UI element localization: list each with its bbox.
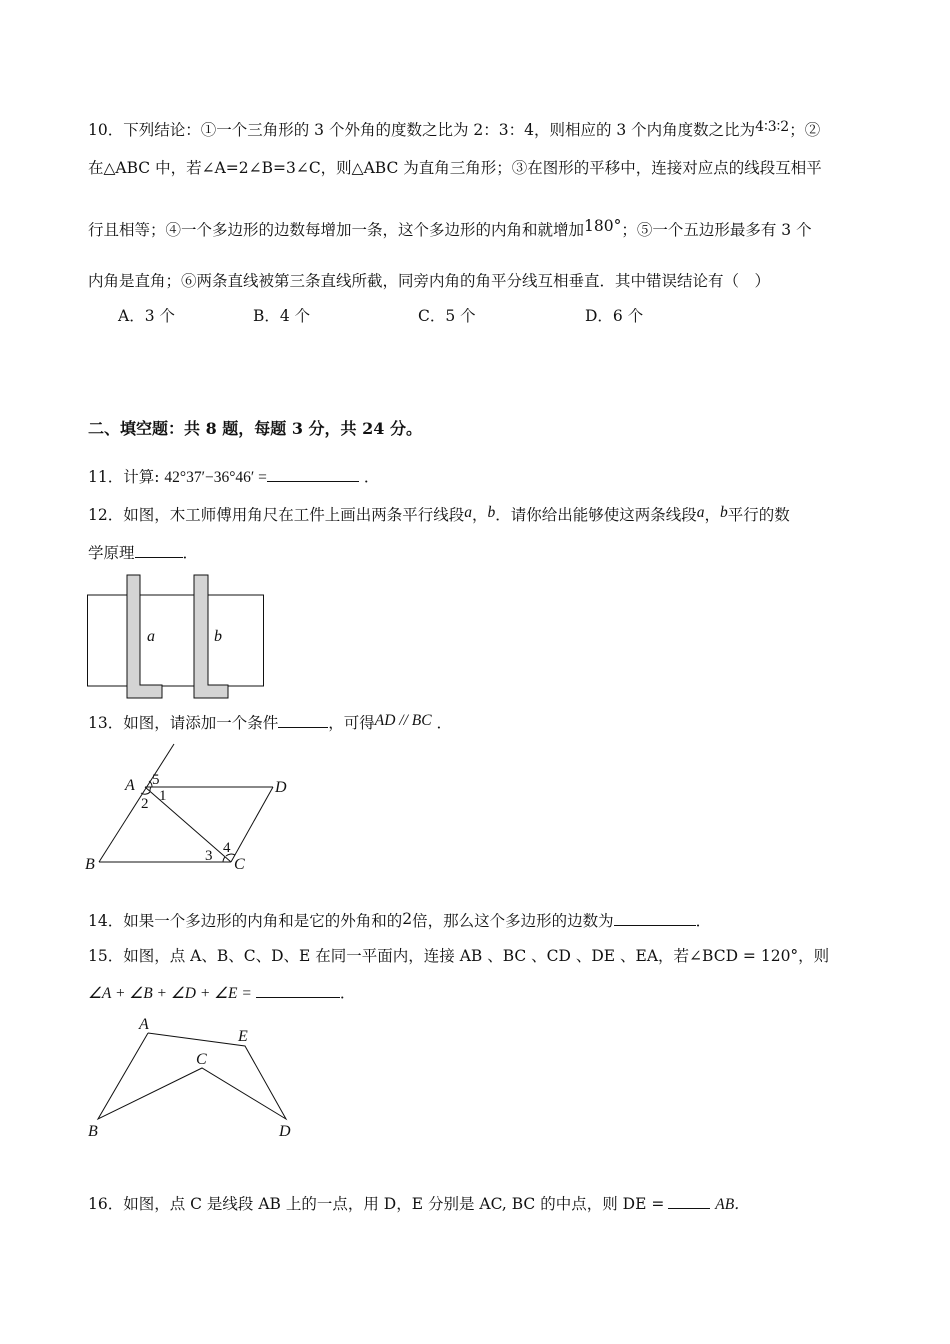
q14-prefix: 14．如果一个多边形的内角和是它的外角和的 [88,912,403,930]
q10-deg: 180° [584,217,622,235]
q12-b: b [487,504,496,521]
q15-label-c: C [196,1051,207,1068]
q13-cond: AD // BC [374,712,432,729]
q13-arc-a1 [150,787,151,791]
q11-prefix: 11．计算: [88,468,160,486]
q13-label-4: 4 [223,840,231,856]
q10-line4: 内角是直角；⑥两条直线被第三条直线所截，同旁内角的角平分线互相垂直．其中错误结论有（ ） [88,272,771,290]
q13-figure [84,742,304,877]
q15-label-b: B [88,1123,98,1140]
q13-line-ac [145,787,231,862]
q10-line1-end: ；② [789,121,821,139]
q15-expr: ∠A + ∠B + ∠D + ∠E = [88,985,252,1002]
q12-sep1: ， [471,506,488,524]
q10-option-d[interactable]: D．6 个 [585,307,644,325]
q11-suffix: ． [363,468,380,486]
q12-figure [87,575,267,700]
q15-line2-end: ． [339,984,356,1002]
q13-label-c: C [234,856,245,873]
q10-line3 [88,217,812,240]
q13-label-a: A [125,777,135,794]
q10-option-a[interactable]: A．3 个 [118,307,175,325]
q12-text1: 12．如图，木工师傅用角尺在工件上画出两条平行线段 [88,506,465,524]
q12-label-b: b [214,628,222,645]
q15-answer-blank[interactable] [256,983,340,998]
q12-line1 [88,505,790,526]
q10-line3-text: 行且相等；④一个多边形的边数每增加一条，这个多边形的内角和就增加 [88,221,585,239]
q13-label-2: 2 [141,796,149,812]
q10-line1 [88,120,820,141]
q15-figure [86,1012,306,1142]
q16-answer-blank[interactable] [668,1194,710,1209]
q13-mid: ，可得 [328,714,375,732]
q15-line2 [88,983,355,1004]
q16-suffix: AB． [715,1196,750,1213]
q12-a: a [464,504,472,521]
q16 [88,1194,750,1215]
q14-mid: 倍，那么这个多边形的边数为 [412,912,614,930]
q16-prefix: 16．如图，点 C 是线段 AB 上的一点，用 D，E 分别是 AC, BC 的中点，则 DE = [88,1195,665,1213]
q10-line1-text: 10．下列结论：①一个三角形的 3 个外角的度数之比为 2：3：4，则相应的 3 个内角度数之比为 [88,121,756,139]
q12-sep2: ， [704,506,721,524]
q10-option-b[interactable]: B．4 个 [253,307,311,325]
q12-line2-end: ． [182,544,199,562]
q13-line-dc [231,787,273,862]
q13-prefix: 13．如图，请添加一个条件 [88,714,279,732]
q11-answer-blank[interactable] [267,467,359,482]
q13-label-3: 3 [205,848,213,864]
q12-b2: b [720,504,728,521]
q10-line3-end: ；⑤一个五边形最多有 3 个 [621,221,812,239]
q14-answer-blank[interactable] [614,911,696,926]
q15-label-a: A [139,1016,149,1033]
q13-label-1: 1 [159,788,167,804]
q11-expr: 42°37′−36°46′ = [164,469,267,486]
q13-label-5: 5 [152,772,160,788]
q12-line2-text: 学原理 [88,544,135,562]
q13-answer-blank[interactable] [278,713,328,728]
q12-text3: 平行的数 [727,506,790,524]
q13-arc-c3 [223,857,225,862]
q10-ratio: 4∶3∶2 [755,119,790,135]
q10-line2: 在△ABC 中，若∠A=2∠B=3∠C，则△ABC 为直角三角形；③在图形的平移中，连接对应点的线段互相平 [88,159,822,177]
q14-two: 2 [402,910,413,928]
q15-shape [98,1033,286,1119]
q12-a2: a [696,504,705,521]
q11 [88,467,379,488]
q13 [88,713,452,734]
q13-label-d: D [275,779,287,796]
q12-label-a: a [147,628,155,645]
q12-answer-blank[interactable] [135,543,183,558]
q15-label-d: D [279,1123,291,1140]
q14-suffix: ． [695,912,712,930]
q13-suffix: ． [436,714,453,732]
q15-line1: 15．如图，点 A、B、C、D、E 在同一平面内，连接 AB 、BC 、CD 、DE 、EA，若∠BCD = 120°，则 [88,947,830,965]
q12-text2: ．请你给出能够使这两条线段 [495,506,697,524]
q10-option-c[interactable]: C．5 个 [418,307,476,325]
q14 [88,911,711,931]
q13-label-b: B [85,856,95,873]
q12-workpiece [88,595,264,686]
q12-line2 [88,543,198,563]
q15-label-e: E [238,1028,248,1045]
section-heading: 二、填空题：共 8 题，每题 3 分，共 24 分。 [88,419,422,438]
